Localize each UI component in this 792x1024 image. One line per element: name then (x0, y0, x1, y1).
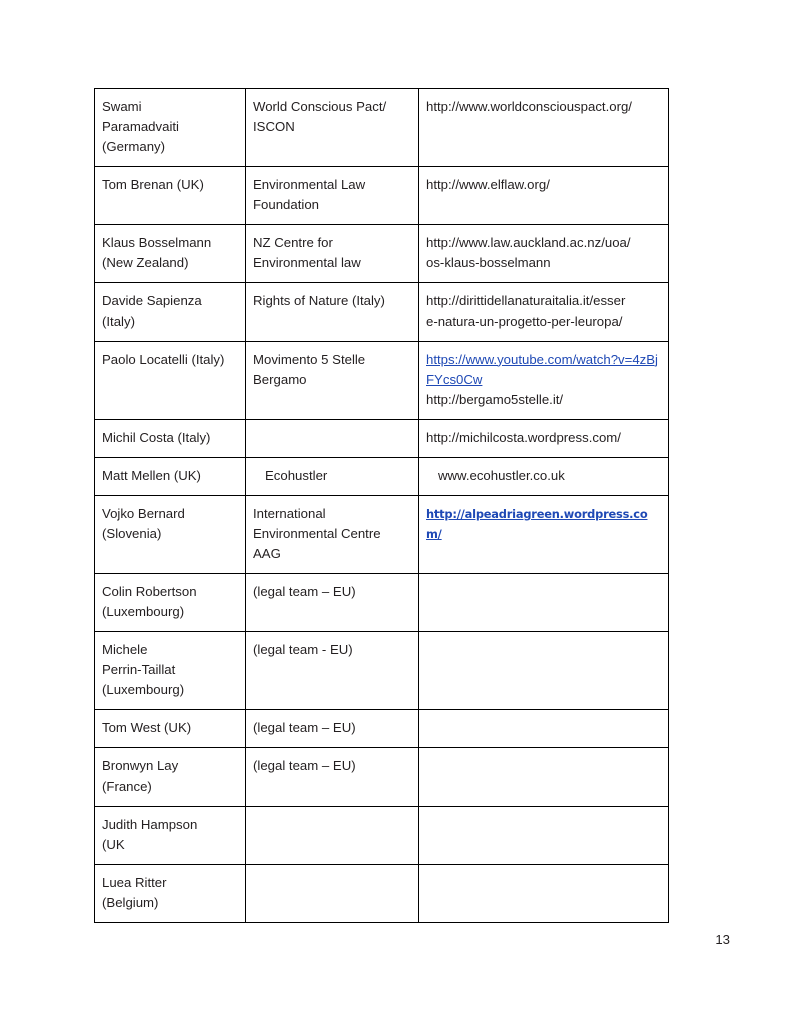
website-plain-url: e-natura-un-progetto-per-leuropa/ (426, 313, 623, 329)
cell-text-line: (Slovenia) (102, 525, 162, 541)
cell-organisation (246, 574, 419, 632)
cell-contact-name (95, 457, 246, 495)
cell-website (419, 574, 669, 632)
cell-text-line: Rights of Nature (Italy) (253, 293, 385, 309)
website-plain-url: http://dirittidellanaturaitalia.it/esser (426, 293, 626, 309)
cell-organisation (246, 457, 419, 495)
table-row (95, 419, 669, 457)
cell-website (419, 225, 669, 283)
cell-text-line: (legal team – EU) (253, 584, 356, 600)
cell-text-line: (Belgium) (102, 894, 159, 910)
table-row (95, 89, 669, 167)
cell-text-line: World Conscious Pact/ (253, 99, 387, 114)
cell-organisation (246, 341, 419, 419)
cell-contact-name (95, 495, 246, 573)
cell-website (419, 632, 669, 710)
table-row (95, 574, 669, 632)
table-row (95, 806, 669, 864)
cell-contact-name (95, 419, 246, 457)
cell-text-line: (Germany) (102, 139, 166, 155)
cell-contact-name (95, 806, 246, 864)
cell-organisation (246, 225, 419, 283)
cell-text-line: (Italy) (102, 313, 135, 329)
cell-text-line: Bronwyn Lay (102, 758, 179, 774)
cell-website (419, 864, 669, 922)
cell-contact-name (95, 748, 246, 806)
cell-organisation (246, 632, 419, 710)
table-row (95, 632, 669, 710)
cell-text-line: (legal team – EU) (253, 720, 356, 736)
cell-website (419, 748, 669, 806)
cell-text-line: Luea Ritter (102, 874, 167, 890)
table-row (95, 748, 669, 806)
cell-organisation (246, 89, 419, 167)
cell-text-line: Environmental Law (253, 177, 366, 193)
cell-text-line: Vojko Bernard (102, 505, 185, 521)
cell-contact-name (95, 341, 246, 419)
cell-organisation (246, 283, 419, 341)
cell-organisation (246, 167, 419, 225)
website-plain-url: http://www.elflaw.org/ (426, 177, 550, 193)
table-row (95, 225, 669, 283)
cell-text-line: Matt Mellen (UK) (102, 467, 201, 483)
cell-text-line: Swami (102, 99, 142, 114)
cell-website (419, 167, 669, 225)
cell-contact-name (95, 283, 246, 341)
website-plain-url: http://www.worldconsciouspact.org/ (426, 99, 632, 114)
cell-text-line: Bergamo (253, 371, 307, 387)
cell-text-line: Michele (102, 642, 148, 658)
cell-text-line: Perrin-Taillat (102, 662, 176, 678)
cell-text-line: (France) (102, 778, 152, 794)
cell-website (419, 457, 669, 495)
cell-text-line: NZ Centre for (253, 235, 333, 251)
cell-text-line: Foundation (253, 197, 319, 213)
table-row (95, 864, 669, 922)
cell-contact-name (95, 574, 246, 632)
cell-text-line: (legal team - EU) (253, 642, 353, 658)
contacts-table (94, 88, 669, 923)
website-plain-url: http://bergamo5stelle.it/ (426, 391, 564, 407)
cell-text-line: Michil Costa (Italy) (102, 429, 211, 445)
contacts-table-body (95, 89, 669, 923)
cell-contact-name (95, 864, 246, 922)
cell-text-line: (New Zealand) (102, 255, 189, 271)
cell-text-line: AAG (253, 546, 281, 561)
table-row (95, 283, 669, 341)
cell-text-line: ISCON (253, 119, 295, 135)
cell-text-line: (UK (102, 836, 125, 852)
cell-contact-name (95, 167, 246, 225)
cell-text-line: International (253, 505, 326, 521)
cell-contact-name (95, 225, 246, 283)
cell-text-line: Environmental Centre (253, 525, 381, 541)
cell-text-line: (Luxembourg) (102, 604, 185, 620)
cell-website (419, 341, 669, 419)
cell-text-line: Paramadvaiti (102, 119, 179, 135)
cell-organisation (246, 864, 419, 922)
cell-text-line: Movimento 5 Stelle (253, 351, 366, 367)
cell-website (419, 283, 669, 341)
cell-text-line: Colin Robertson (102, 584, 197, 600)
cell-contact-name (95, 632, 246, 710)
table-row (95, 341, 669, 419)
cell-text-line: Davide Sapienza (102, 293, 202, 309)
website-plain-url: www.ecohustler.co.uk (438, 467, 565, 483)
cell-contact-name (95, 89, 246, 167)
cell-organisation (246, 419, 419, 457)
table-row (95, 495, 669, 573)
website-plain-url: http://michilcosta.wordpress.com/ (426, 429, 621, 445)
cell-website (419, 710, 669, 748)
cell-organisation (246, 806, 419, 864)
cell-website (419, 806, 669, 864)
cell-website (419, 419, 669, 457)
cell-organisation (246, 495, 419, 573)
cell-text-line: Paolo Locatelli (Italy) (102, 351, 225, 367)
website-hyperlink[interactable]: http://alpeadriagreen.wordpress.com/ (426, 506, 648, 541)
cell-contact-name (95, 710, 246, 748)
website-plain-url: http://www.law.auckland.ac.nz/uoa/ (426, 235, 631, 251)
table-row (95, 710, 669, 748)
website-hyperlink[interactable]: https://www.youtube.com/watch?v=4zBjFYcs0Cw (426, 351, 658, 387)
cell-text-line: (legal team – EU) (253, 758, 356, 774)
cell-text-line: Tom Brenan (UK) (102, 177, 204, 193)
cell-website (419, 495, 669, 573)
table-row (95, 457, 669, 495)
cell-organisation (246, 748, 419, 806)
cell-text-line: Judith Hampson (102, 816, 198, 832)
cell-text-line: Ecohustler (265, 467, 328, 483)
cell-organisation (246, 710, 419, 748)
cell-text-line: (Luxembourg) (102, 682, 185, 698)
website-plain-url: os-klaus-bosselmann (426, 255, 551, 271)
cell-website (419, 89, 669, 167)
table-row (95, 167, 669, 225)
cell-text-line: Environmental law (253, 255, 361, 271)
page-number: 13 (715, 932, 730, 947)
cell-text-line: Klaus Bosselmann (102, 235, 212, 251)
cell-text-line: Tom West (UK) (102, 720, 192, 736)
